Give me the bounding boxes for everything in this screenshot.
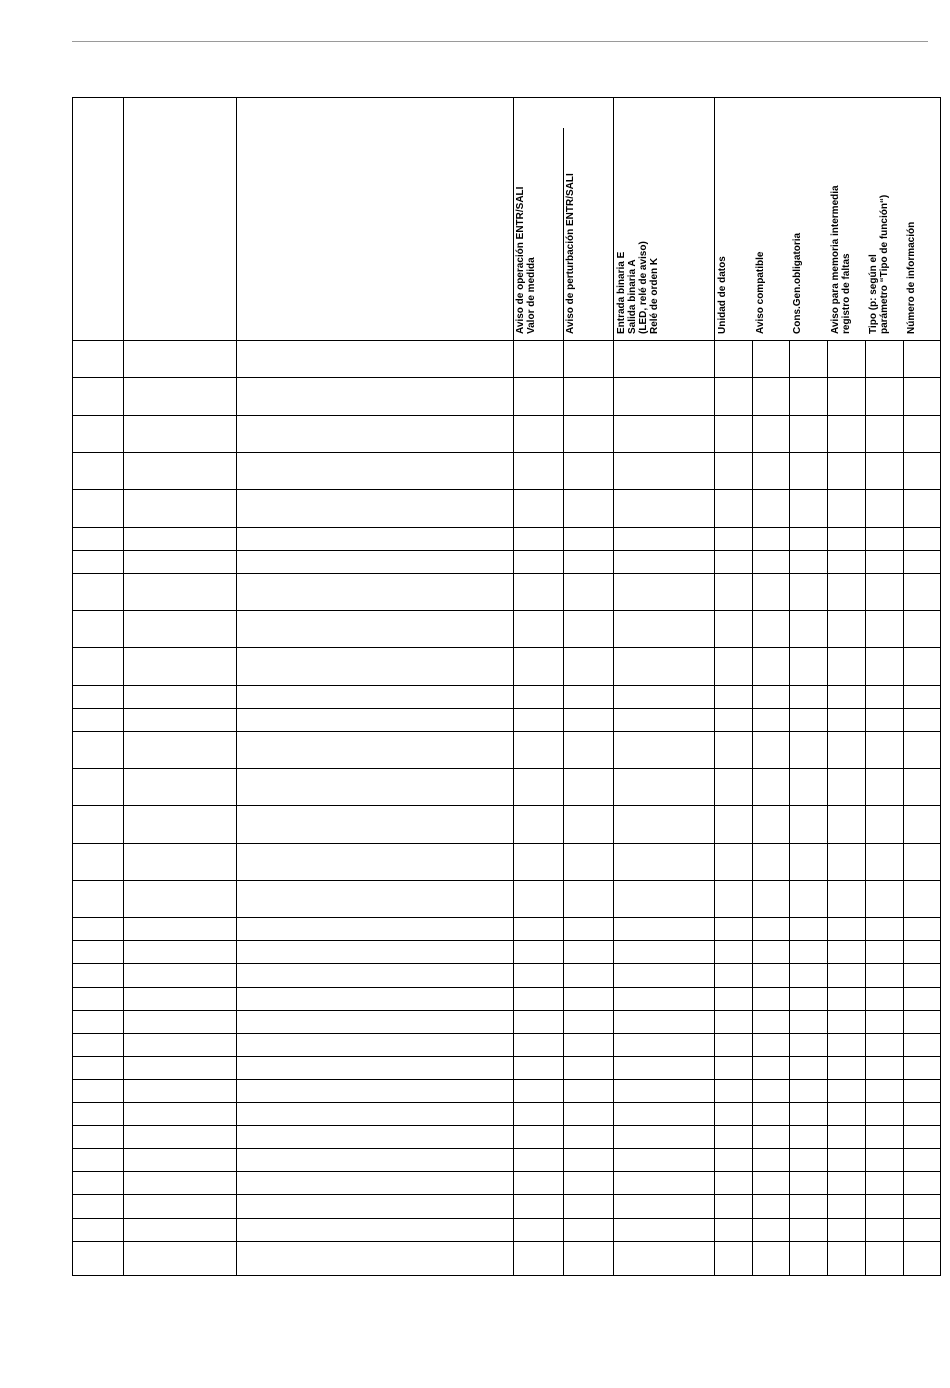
column-divider <box>903 340 904 1275</box>
row-separator <box>73 843 940 844</box>
row-separator <box>73 527 940 528</box>
column-divider <box>827 340 828 1275</box>
header-line: (LED, relé de aviso) <box>638 241 649 334</box>
row-separator <box>73 610 940 611</box>
column-divider <box>236 98 237 1275</box>
row-separator <box>73 1194 940 1195</box>
row-separator <box>73 987 940 988</box>
row-separator <box>73 768 940 769</box>
header-line: Entrada binaria E <box>616 251 627 334</box>
row-separator <box>73 1218 940 1219</box>
header-line: Aviso de operación ENTR/SALI <box>515 186 526 334</box>
column-divider <box>613 98 614 1275</box>
row-separator <box>73 1056 940 1057</box>
header-line: Cons.Gen.obligatoria <box>792 232 803 334</box>
column-divider <box>752 340 753 1275</box>
header-rule <box>72 41 928 42</box>
row-separator <box>73 880 940 881</box>
row-separator <box>73 452 940 453</box>
row-separator <box>73 1125 940 1126</box>
header-aviso-memoria <box>830 185 852 334</box>
header-line: Tipo (p: según el <box>868 254 879 334</box>
row-separator <box>73 1148 940 1149</box>
header-line: Unidad de datos <box>717 256 728 334</box>
header-line: Valor de medida <box>526 257 537 334</box>
row-separator <box>73 1241 940 1242</box>
row-separator <box>73 940 940 941</box>
row-separator <box>73 963 940 964</box>
header-line: Aviso para memoria intermedia <box>830 185 841 334</box>
header-bottom-line <box>73 340 940 341</box>
column-divider <box>513 98 514 1275</box>
row-separator <box>73 647 940 648</box>
column-divider <box>789 340 790 1275</box>
row-separator <box>73 1010 940 1011</box>
header-entrada-salida <box>616 241 660 334</box>
column-divider <box>123 98 124 1275</box>
row-separator <box>73 1171 940 1172</box>
row-separator <box>73 1033 940 1034</box>
row-separator <box>73 917 940 918</box>
header-aviso-operacion <box>515 187 537 334</box>
row-separator <box>73 550 940 551</box>
header-line: Aviso de perturbación ENTR/SALI <box>565 173 576 334</box>
row-separator <box>73 489 940 490</box>
header-numero-info <box>906 222 917 334</box>
header-line: Salida binaria A <box>627 259 638 334</box>
header-aviso-compatible <box>755 252 766 334</box>
header-line: parámetro “Tipo de función“) <box>879 194 890 334</box>
row-separator <box>73 685 940 686</box>
header-line: Número de información <box>906 221 917 334</box>
information-table <box>72 97 941 1276</box>
row-separator <box>73 708 940 709</box>
row-separator <box>73 731 940 732</box>
header-unidad-datos <box>717 256 728 334</box>
header-cons-gen <box>792 233 803 334</box>
header-line: registro de faltas <box>841 253 852 334</box>
column-divider <box>865 340 866 1275</box>
header-line: Aviso compatible <box>755 251 766 334</box>
header-line: Relé de orden K <box>649 257 660 334</box>
row-separator <box>73 415 940 416</box>
row-separator <box>73 805 940 806</box>
row-separator <box>73 1079 940 1080</box>
header-tipo <box>868 195 890 334</box>
row-separator <box>73 1102 940 1103</box>
header-aviso-perturbacion <box>565 173 576 334</box>
column-divider <box>714 98 715 1275</box>
row-separator <box>73 377 940 378</box>
row-separator <box>73 573 940 574</box>
